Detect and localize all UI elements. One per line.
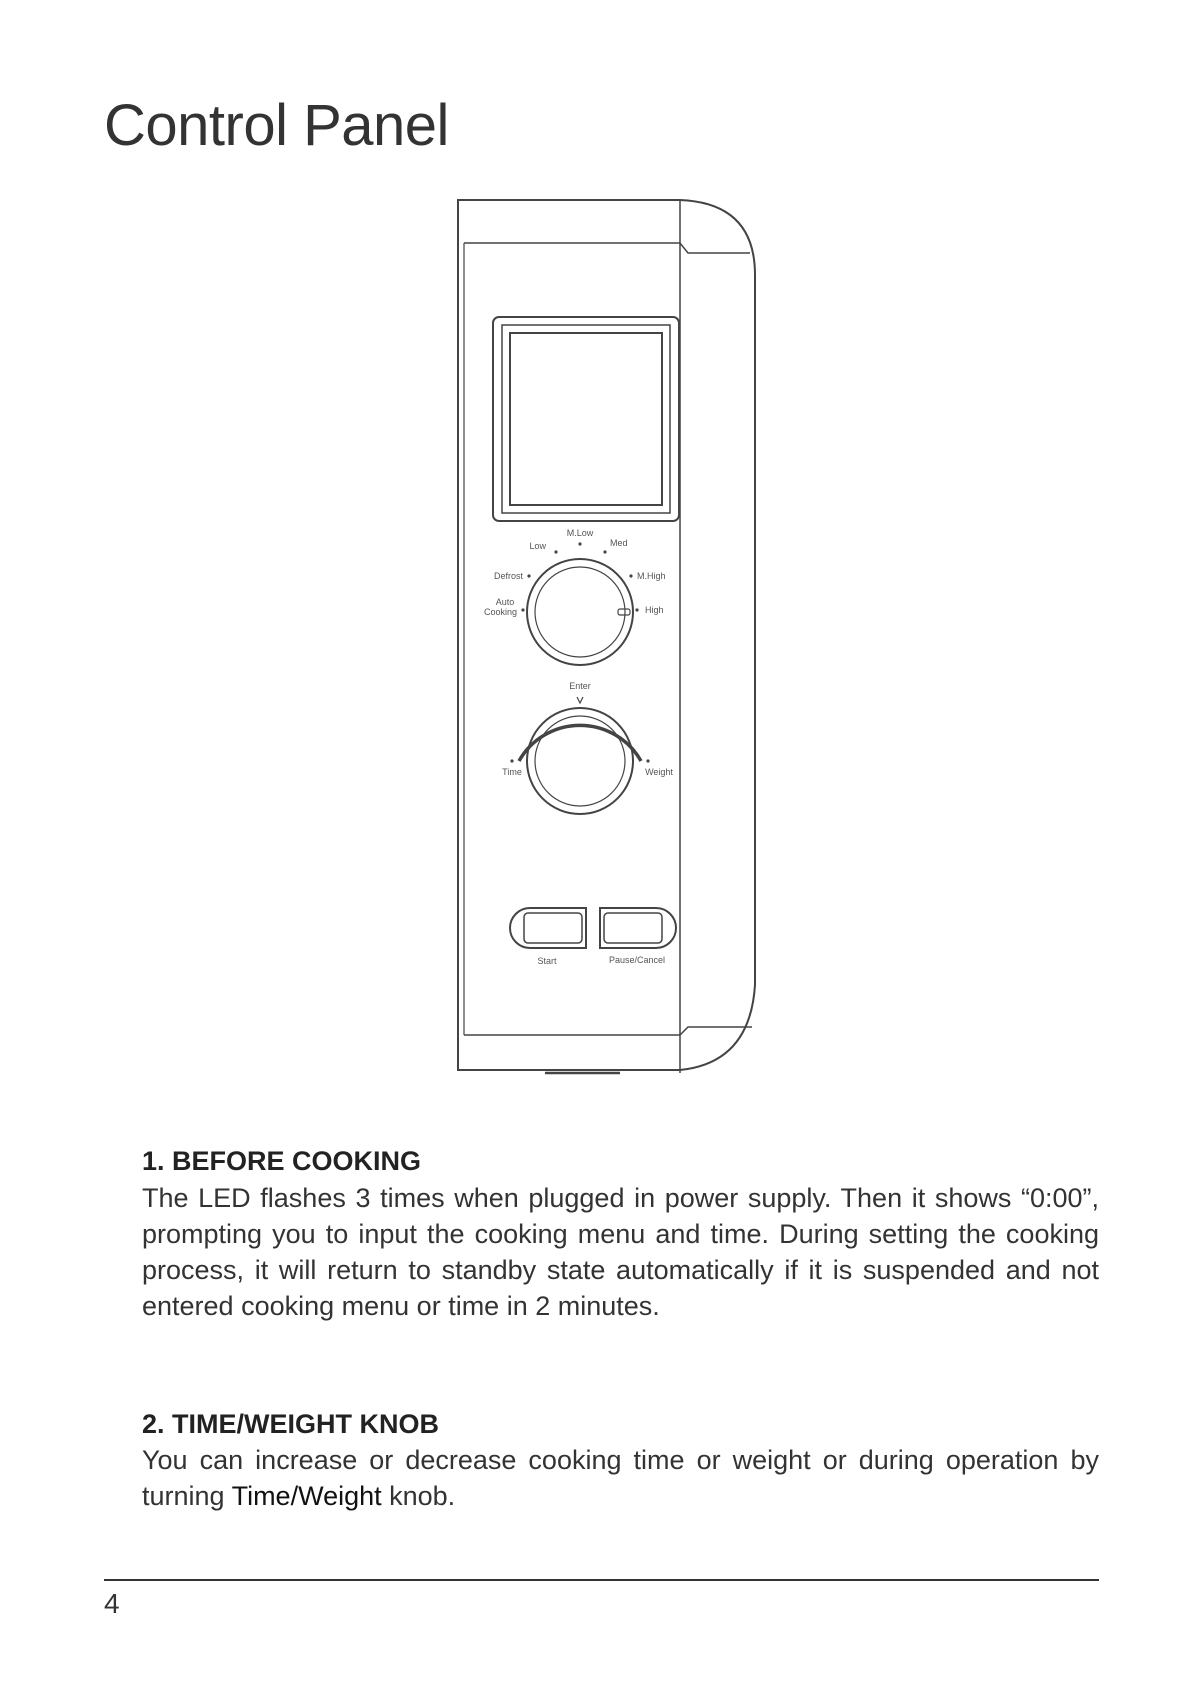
- weight-dot: [646, 759, 649, 762]
- power-label-low: Low: [529, 541, 546, 551]
- power-dot-low: [554, 550, 557, 553]
- display-outer-frame: [493, 317, 679, 521]
- enter-pointer: [577, 697, 583, 703]
- power-label-auto-line2: Cooking: [483, 607, 517, 617]
- time-weight-knob-inner-ring: [535, 716, 625, 806]
- power-dot-defrost: [527, 574, 530, 577]
- power-knob-indicator: [618, 609, 630, 615]
- power-label-auto-line1: Auto: [495, 597, 515, 607]
- time-dot: [510, 759, 513, 762]
- power-dot-auto: [521, 608, 524, 611]
- body-text-part: You can increase or decrease cooking time or weight or during operation by turning: [142, 1445, 1099, 1511]
- page-title: Control Panel: [104, 93, 449, 158]
- knob-label-enter: Enter: [569, 681, 591, 691]
- section-body-time-weight-knob: [142, 1442, 1099, 1514]
- power-dot-mhigh: [629, 574, 632, 577]
- power-label-defrost: Defrost: [493, 571, 523, 581]
- start-button-label: Start: [537, 956, 557, 966]
- power-label-high: High: [645, 605, 664, 615]
- section-heading-before-cooking: 1. BEFORE COOKING: [142, 1146, 422, 1176]
- power-label-mlow: M.Low: [566, 528, 594, 538]
- page-number: 4: [104, 1588, 120, 1619]
- section-heading-time-weight-knob: 2. TIME/WEIGHT KNOB: [142, 1409, 439, 1439]
- power-dot-mlow: [578, 542, 581, 545]
- panel-top-bevel: [464, 243, 750, 253]
- power-knob-inner-ring: [535, 567, 625, 657]
- panel-bottom-bevel: [464, 1027, 752, 1035]
- start-button[interactable]: [524, 913, 582, 943]
- footer-divider: [104, 1579, 1099, 1581]
- pause-cancel-button-label: Pause/Cancel: [608, 955, 666, 965]
- pause-cancel-button-housing[interactable]: [600, 908, 676, 948]
- start-button-housing[interactable]: [510, 908, 586, 948]
- section-body-before-cooking: The LED flashes 3 times when plugged in power supply. Then it shows “0:00”, prompting you to input the cooking menu and time. During setting the cooking process, it will return to standby state automatically if it is suspended and not entered cooking menu or time in 2 minutes.: [142, 1183, 1099, 1321]
- power-label-med: Med: [610, 538, 628, 548]
- knob-label-time: Time: [502, 767, 522, 777]
- led-display: [510, 333, 662, 505]
- display-bezel: [502, 325, 670, 513]
- pause-cancel-button[interactable]: [604, 913, 662, 943]
- time-weight-highlight: Time/Weight: [231, 1481, 382, 1511]
- knob-label-weight: Weight: [645, 767, 673, 777]
- power-knob[interactable]: [527, 559, 633, 665]
- power-label-mhigh: M.High: [637, 571, 666, 581]
- power-dot-med: [603, 550, 606, 553]
- body-text-end: knob.: [381, 1481, 456, 1511]
- control-panel-diagram: [450, 195, 760, 1085]
- power-dot-high: [635, 608, 638, 611]
